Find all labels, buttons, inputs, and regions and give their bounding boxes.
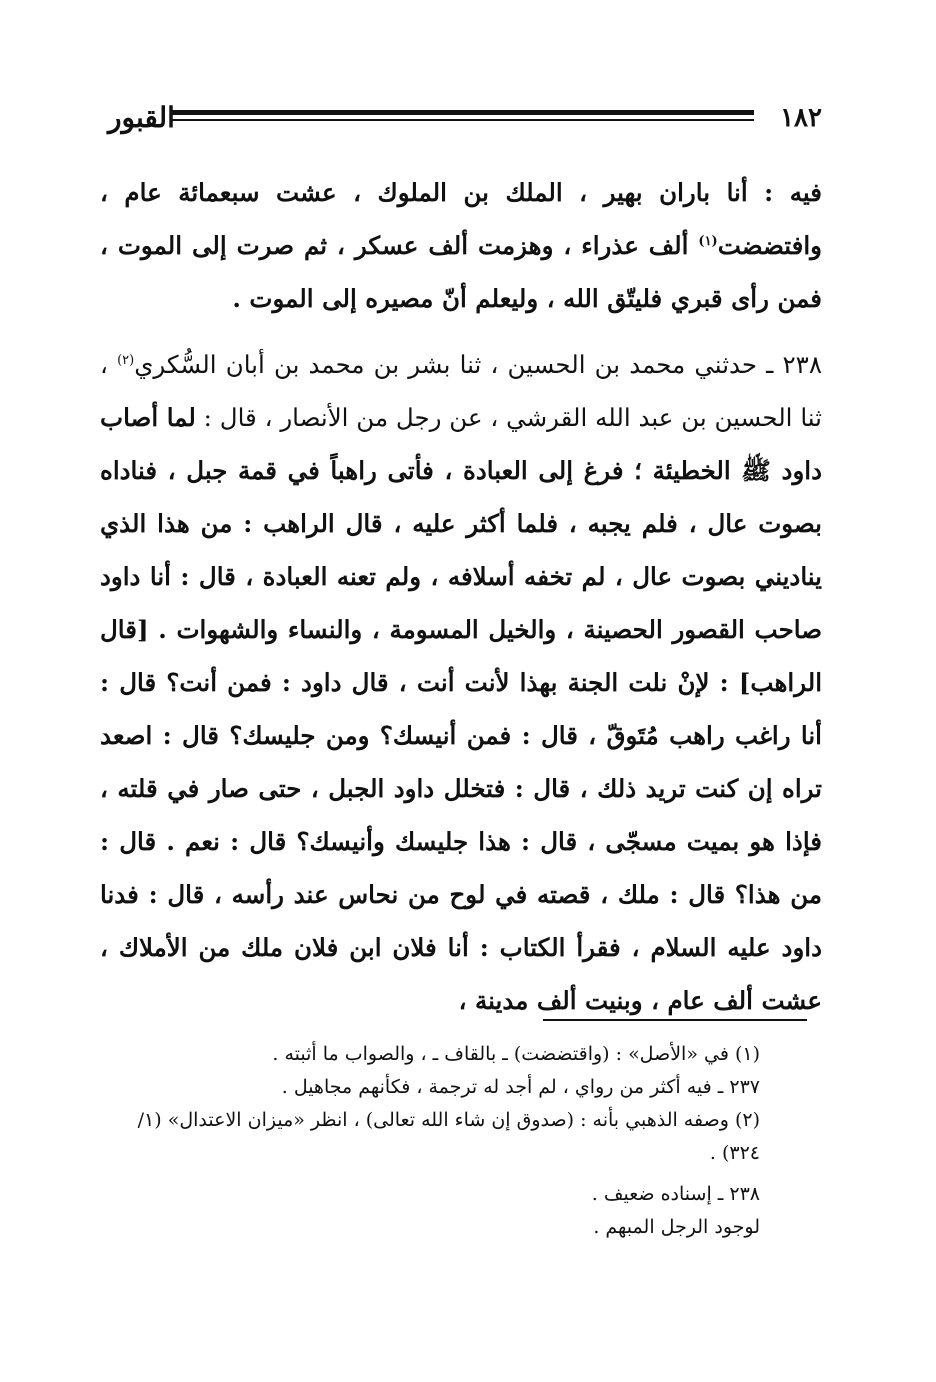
isnad-mid: ، ثنا الحسين بن عبد الله القرشي ، عن رجل من الأنصار ، قال :	[100, 350, 823, 432]
main-text	[100, 166, 822, 1027]
footnote-ref-2: (٢)	[117, 352, 135, 368]
header-rule	[170, 110, 754, 121]
footnote-238-line-2: لوجود الرجل المبهم .	[593, 1216, 760, 1238]
page-number: ١٨٢	[780, 103, 822, 133]
paragraph-1-text: فيه : أنا باران بهير ، الملك بن الملوك ، عشت سبعمائة عام ، وافتضضت	[100, 178, 822, 260]
narration-text: لما أصاب داود ﷺ الخطيئة ؛ فرغ إلى العبادة ، فأتى راهباً في قمة جبل ، فناداه بصوت عال ، فلم يجبه ، فلما أكثر عليه ، قال الراهب : من هذا الذي يناديني بصوت عال ، لم تخفه أسلافه ، ولم تعنه العبادة ، قال : أنا داود صاحب القصور الحصينة ، والخيل المسومة ، والنساء والشهوات . [قال الراهب] : لإنْ نلت الجنة بهذا لأنت أنت ، قال داود : فمن أنت؟ قال : أنا راغب راهب مُتَوقّ ، قال : فمن أنيسك؟ ومن جليسك؟ قال : اصعد تراه إن كنت تريد ذلك ، قال : فتخلل داود الجبل ، حتى صار في قلته ، فإذا هو بميت مسجّى ، قال : هذا جليسك وأنيسك؟ قال : نعم . قال : من هذا؟ قال : ملك ، قصته في لوح من نحاس عند رأسه ، قال : فدنا داود عليه السلام ، فقرأ الكتاب : أنا فلان ابن فلان ملك من الأملاك ، عشت ألف عام ، وبنيت ألف مدينة ،	[100, 403, 822, 1015]
paragraph-1-rest: ألف عذراء ، وهزمت ألف عسكر ، ثم صرت إلى الموت ، فمن رأى قبري فليتّق الله ، وليعلم أنّ مصيره إلى الموت .	[100, 231, 822, 313]
footnote-237: ٢٣٧ ـ فيه أكثر من رواي ، لم أجد له ترجمة ، فكأنهم مجاهيل .	[281, 1076, 760, 1098]
footnotes	[100, 1038, 760, 1244]
footnote-238-line-1: ٢٣٨ ـ إسناده ضعيف .	[591, 1183, 760, 1205]
isnad-start: ٢٣٨ ـ حدثني محمد بن الحسين ، ثنا بشر بن محمد بن أبان السُّكري	[134, 350, 822, 379]
footnote-1: (١) في «الأصل» : (واقتضضت) ـ بالقاف ـ ، والصواب ما أثبته .	[272, 1043, 760, 1065]
footnote-2: (٢) وصفه الذهبي بأنه : (صدوق إن شاء الله تعالى) ، انظر «ميزان الاعتدال» (١/ ٣٢٤) .	[137, 1109, 760, 1164]
page-header	[108, 98, 822, 142]
paragraph-238	[100, 338, 822, 1027]
running-title: القبور	[108, 101, 175, 134]
paragraph-1	[100, 166, 822, 325]
footnote-separator	[543, 1019, 807, 1021]
footnote-ref-1: (١)	[698, 233, 718, 249]
